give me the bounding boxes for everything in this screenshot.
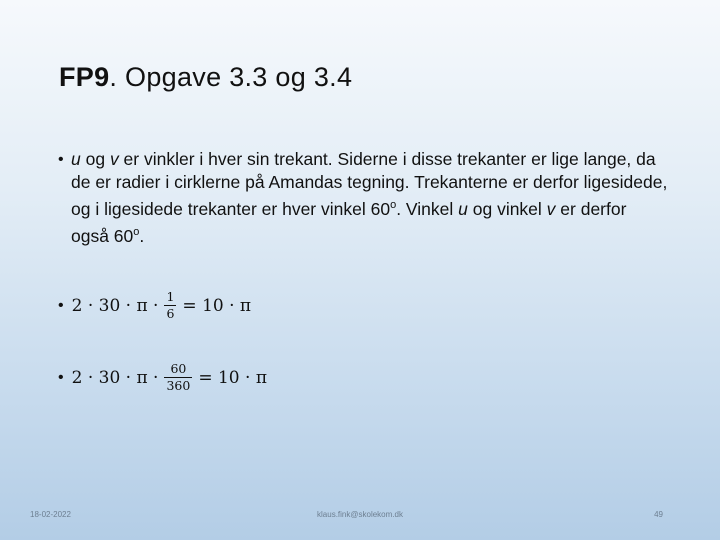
bullet-item-text	[58, 148, 668, 248]
slide-title	[59, 62, 352, 93]
bullet-paragraph	[71, 148, 668, 248]
equation-rhs: = 10 · π	[198, 367, 267, 388]
title-code: FP9	[59, 62, 110, 92]
degree-mark: o	[390, 199, 397, 211]
fraction-denominator: 6	[166, 306, 175, 322]
variable-u: u	[458, 198, 468, 219]
fraction	[164, 362, 192, 393]
variable-u: u	[71, 149, 81, 169]
text-segment: . Vinkel	[396, 198, 459, 219]
text-segment: og	[80, 149, 110, 169]
degree-mark: o	[133, 225, 140, 238]
text-segment: er derfor også 60	[71, 198, 627, 246]
fraction-numerator: 60	[170, 361, 187, 377]
fraction-numerator: 1	[166, 289, 175, 305]
bullet-icon: •	[58, 297, 64, 315]
variable-v: v	[546, 198, 556, 219]
equation-rhs: = 10 · π	[182, 295, 252, 316]
text-segment: .	[139, 225, 145, 246]
bullet-icon: •	[58, 369, 64, 387]
equation-lhs: 2 · 30 · π ·	[71, 295, 159, 316]
bullet-item-equation-2	[58, 358, 668, 398]
text-segment: og vinkel	[467, 198, 547, 219]
title-text: . Opgave 3.3 og 3.4	[109, 62, 353, 92]
bullet-item-equation-1	[58, 286, 668, 326]
equation-lhs: 2 · 30 · π ·	[71, 367, 159, 388]
footer-email: klaus.fink@skolekom.dk	[317, 510, 403, 519]
footer-date: 18-02-2022	[30, 510, 71, 519]
fraction	[164, 290, 176, 321]
variable-v: v	[109, 149, 119, 169]
fraction-denominator: 360	[166, 378, 191, 394]
footer-page-number: 49	[654, 510, 663, 519]
bullet-icon: •	[58, 151, 64, 168]
slide-body	[58, 148, 668, 398]
text-segment: er vinkler i hver sin trekant. Siderne i disse trekanter er lige lange, da de er radier i cirklerne på Amandas tegning. Trekanterne er derfor ligesidede, og i ligesidede trekanter er hver vinkel 60	[71, 149, 668, 219]
